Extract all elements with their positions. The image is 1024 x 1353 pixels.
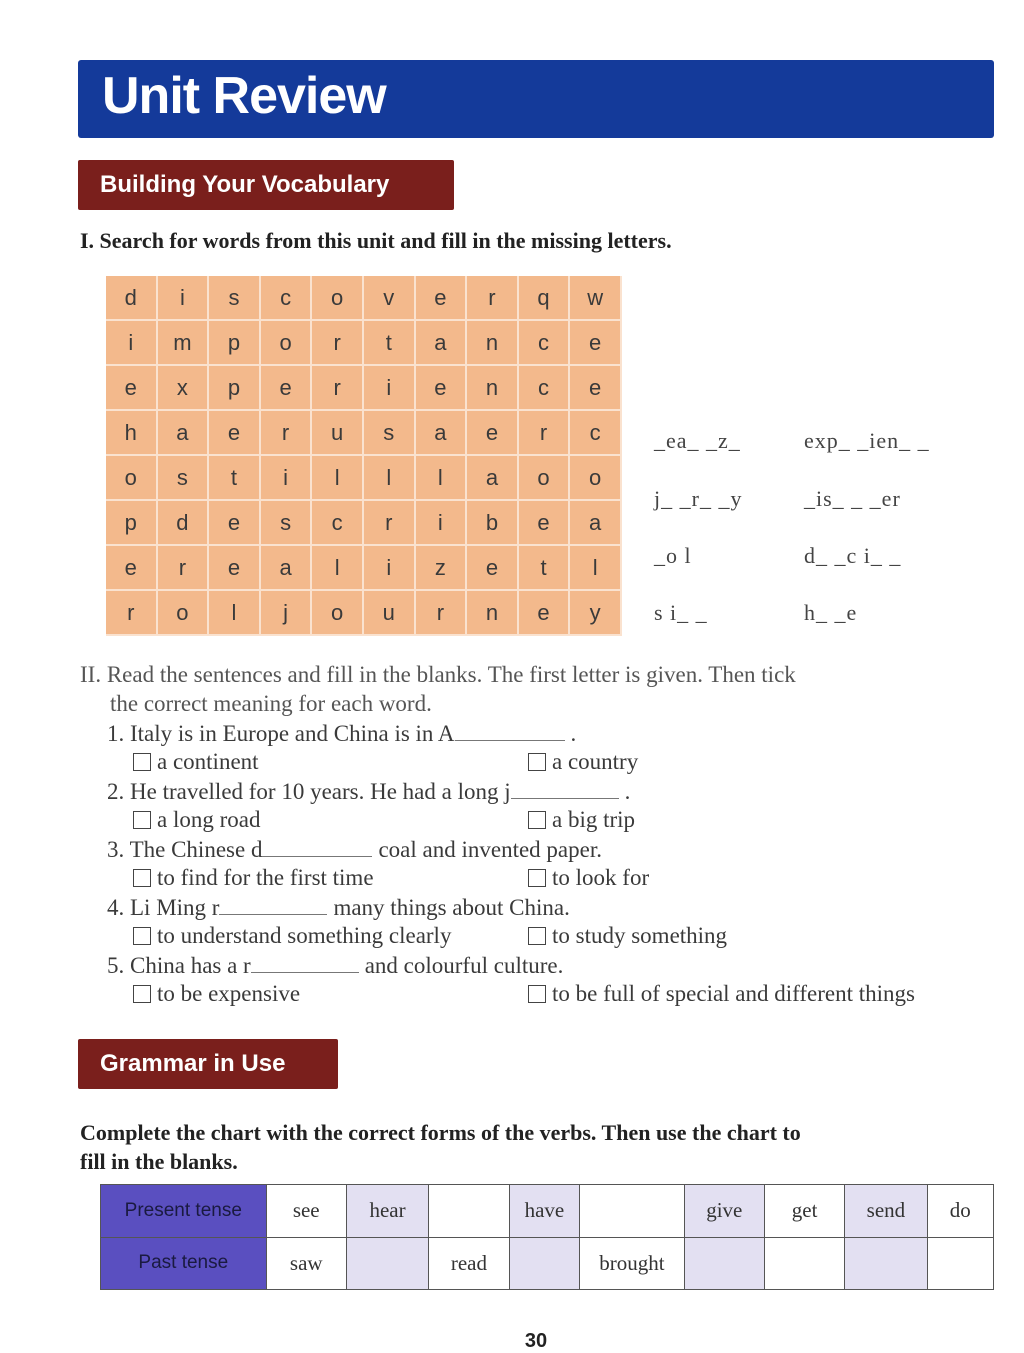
verb-cell: hear (346, 1185, 428, 1238)
grid-cell[interactable]: e (106, 546, 158, 591)
answer-blank[interactable] (511, 778, 619, 799)
grid-cell[interactable]: l (416, 456, 468, 501)
question-line (107, 952, 563, 979)
tick-checkbox[interactable] (133, 985, 151, 1003)
word-search-grid (106, 276, 622, 636)
grid-cell[interactable]: c (570, 411, 622, 456)
question-text-end: coal and invented paper. (378, 837, 602, 862)
grid-cell[interactable]: e (519, 501, 571, 546)
grid-cell[interactable]: n (467, 321, 519, 366)
grid-cell[interactable]: t (364, 321, 416, 366)
verb-cell-blank[interactable] (429, 1185, 509, 1238)
meaning-option (528, 923, 727, 949)
meaning-option (133, 923, 451, 949)
tick-checkbox[interactable] (133, 927, 151, 945)
grid-cell[interactable]: e (106, 366, 158, 411)
grid-cell[interactable]: c (261, 276, 313, 321)
verb-cell-blank[interactable] (346, 1237, 428, 1290)
option-label: a long road (157, 807, 261, 832)
grid-cell[interactable]: b (467, 501, 519, 546)
grid-cell[interactable]: m (158, 321, 210, 366)
meaning-option (528, 865, 649, 891)
option-label: to study something (552, 923, 728, 948)
grid-cell[interactable]: c (519, 366, 571, 411)
question-text: 1. Italy is in Europe and China is in A (107, 721, 455, 746)
grammar-instruction-1: Complete the chart with the correct forms of the verbs. Then use the chart to (80, 1120, 801, 1145)
meaning-option (133, 981, 300, 1007)
verb-cell: read (429, 1237, 509, 1290)
grid-cell[interactable]: l (364, 456, 416, 501)
verb-cell-blank[interactable] (764, 1237, 844, 1290)
meaning-option (528, 749, 638, 775)
section-tab-vocabulary: Building Your Vocabulary (78, 160, 454, 210)
tick-checkbox[interactable] (528, 927, 546, 945)
verb-chart (100, 1184, 994, 1290)
grid-cell[interactable]: j (261, 591, 313, 636)
grid-cell[interactable]: i (416, 501, 468, 546)
meaning-option (133, 807, 260, 833)
grid-cell[interactable]: t (519, 546, 571, 591)
grid-cell[interactable]: e (209, 501, 261, 546)
grid-cell[interactable]: y (570, 591, 622, 636)
grid-cell[interactable]: i (364, 546, 416, 591)
grid-cell[interactable]: a (416, 411, 468, 456)
grid-cell[interactable]: l (312, 456, 364, 501)
verb-cell: do (927, 1185, 993, 1238)
grid-cell[interactable]: r (312, 321, 364, 366)
grid-cell[interactable]: s (209, 276, 261, 321)
question-text-end: many things about China. (333, 895, 570, 920)
grid-cell[interactable]: e (519, 591, 571, 636)
verb-cell-blank[interactable] (580, 1185, 684, 1238)
grid-cell[interactable]: e (209, 411, 261, 456)
answer-blank[interactable] (219, 894, 327, 915)
page-title: Unit Review (102, 67, 386, 125)
grid-cell[interactable]: c (519, 321, 571, 366)
grid-cell[interactable]: e (570, 321, 622, 366)
tick-checkbox[interactable] (133, 869, 151, 887)
verb-cell-blank[interactable] (684, 1237, 764, 1290)
grid-cell[interactable]: e (209, 546, 261, 591)
grid-cell[interactable]: p (106, 501, 158, 546)
grid-cell[interactable]: a (570, 501, 622, 546)
question-line (107, 894, 570, 921)
grid-cell[interactable]: r (416, 591, 468, 636)
grid-cell[interactable]: z (416, 546, 468, 591)
grid-cell[interactable]: p (209, 366, 261, 411)
meaning-option (133, 749, 259, 775)
grid-cell[interactable]: r (467, 276, 519, 321)
grid-cell[interactable]: n (467, 591, 519, 636)
grid-cell[interactable]: t (209, 456, 261, 501)
grid-cell[interactable]: a (158, 411, 210, 456)
tick-checkbox[interactable] (528, 869, 546, 887)
question-text: 3. The Chinese d (107, 837, 263, 862)
verb-cell: give (684, 1185, 764, 1238)
grid-cell[interactable]: r (158, 546, 210, 591)
grid-cell[interactable]: l (570, 546, 622, 591)
verb-cell: have (509, 1185, 580, 1238)
grid-cell[interactable]: o (261, 321, 313, 366)
option-label: to be expensive (157, 981, 301, 1006)
verb-cell: see (266, 1185, 346, 1238)
tick-checkbox[interactable] (528, 753, 546, 771)
question-text-end: . (624, 779, 631, 804)
tick-checkbox[interactable] (528, 811, 546, 829)
tick-checkbox[interactable] (528, 985, 546, 1003)
question-line (107, 778, 630, 805)
grid-cell[interactable]: s (364, 411, 416, 456)
grid-cell[interactable]: o (312, 591, 364, 636)
grid-cell[interactable]: v (364, 276, 416, 321)
clue-text[interactable]: h_ _e (804, 600, 858, 625)
grid-cell[interactable]: r (261, 411, 313, 456)
past-tense-row (101, 1237, 994, 1290)
grid-cell[interactable]: o (519, 456, 571, 501)
answer-blank[interactable] (262, 836, 372, 857)
section-tab-grammar: Grammar in Use (78, 1039, 338, 1089)
question-line (107, 836, 602, 863)
option-label: a big trip (552, 807, 636, 832)
question-text-end: and colourful culture. (364, 953, 564, 978)
question-text: 2. He travelled for 10 years. He had a long j (107, 779, 511, 804)
meaning-option (528, 807, 635, 833)
grid-cell[interactable]: s (158, 456, 210, 501)
clue-text[interactable]: d_ _c i_ _ (804, 543, 902, 568)
answer-blank[interactable] (251, 952, 359, 973)
grid-cell[interactable]: x (158, 366, 210, 411)
option-label: to look for (552, 865, 650, 890)
meaning-option (528, 981, 915, 1007)
grid-cell[interactable]: w (570, 276, 622, 321)
present-tense-label: Present tense (101, 1185, 267, 1238)
grid-cell[interactable]: i (106, 321, 158, 366)
grid-cell[interactable]: r (519, 411, 571, 456)
grid-cell[interactable]: d (158, 501, 210, 546)
title-banner (78, 60, 994, 138)
grid-cell[interactable]: o (570, 456, 622, 501)
question-text: 4. Li Ming r (107, 895, 220, 920)
page-number: 30 (524, 1330, 548, 1352)
verb-cell-blank[interactable] (927, 1237, 993, 1290)
present-tense-row (101, 1185, 994, 1238)
option-label: a country (552, 749, 639, 774)
part-i-instruction: I. Search for words from this unit and fill in the missing letters. (80, 228, 672, 253)
grid-cell[interactable]: u (312, 411, 364, 456)
verb-cell: get (764, 1185, 844, 1238)
grid-cell[interactable]: r (312, 366, 364, 411)
verb-cell: send (845, 1185, 927, 1238)
meaning-option (133, 865, 374, 891)
grid-cell[interactable]: o (312, 276, 364, 321)
grid-cell[interactable]: u (364, 591, 416, 636)
grid-cell[interactable]: e (416, 276, 468, 321)
grid-cell[interactable]: r (364, 501, 416, 546)
grid-cell[interactable]: e (467, 411, 519, 456)
grid-cell[interactable]: i (364, 366, 416, 411)
verb-cell: brought (580, 1237, 684, 1290)
grid-cell[interactable]: d (106, 276, 158, 321)
option-label: a continent (157, 749, 259, 774)
clue-text[interactable]: j_ _r_ _y (654, 486, 743, 511)
grid-cell[interactable]: a (467, 456, 519, 501)
answer-blank[interactable] (455, 720, 565, 741)
verb-cell-blank[interactable] (509, 1237, 580, 1290)
part-ii-instruction-2: the correct meaning for each word. (110, 691, 432, 716)
grid-cell[interactable]: l (209, 591, 261, 636)
grid-cell[interactable]: q (519, 276, 571, 321)
grid-cell[interactable]: h (106, 411, 158, 456)
grid-cell[interactable]: e (416, 366, 468, 411)
question-text: 5. China has a r (107, 953, 251, 978)
grammar-instruction-2: fill in the blanks. (80, 1149, 238, 1174)
grid-cell[interactable]: o (106, 456, 158, 501)
tick-checkbox[interactable] (133, 753, 151, 771)
option-label: to understand something clearly (157, 923, 452, 948)
grid-cell[interactable]: l (312, 546, 364, 591)
option-label: to find for the first time (157, 865, 374, 890)
grid-cell[interactable]: a (416, 321, 468, 366)
grid-cell[interactable]: p (209, 321, 261, 366)
grid-cell[interactable]: e (261, 366, 313, 411)
question-line (107, 720, 576, 747)
grid-cell[interactable]: c (312, 501, 364, 546)
grid-cell[interactable]: o (158, 591, 210, 636)
question-text-end: . (570, 721, 577, 746)
option-label: to be full of special and different things (552, 981, 916, 1006)
grid-cell[interactable]: i (261, 456, 313, 501)
clue-text[interactable]: exp_ _ien_ _ (804, 428, 930, 453)
grid-cell[interactable]: s (261, 501, 313, 546)
verb-cell-blank[interactable] (845, 1237, 927, 1290)
clue-text[interactable]: s i_ _ (654, 600, 708, 625)
grid-cell[interactable]: r (106, 591, 158, 636)
tick-checkbox[interactable] (133, 811, 151, 829)
grid-cell[interactable]: n (467, 366, 519, 411)
grid-cell[interactable]: e (467, 546, 519, 591)
past-tense-label: Past tense (101, 1237, 267, 1290)
clue-text[interactable]: _o l (654, 543, 692, 568)
grid-cell[interactable]: a (261, 546, 313, 591)
grid-cell[interactable]: i (158, 276, 210, 321)
part-ii-instruction-1: II. Read the sentences and fill in the blanks. The first letter is given. Then tick (80, 662, 796, 687)
clue-text[interactable]: _is_ _ _er (804, 486, 901, 511)
grid-cell[interactable]: e (570, 366, 622, 411)
clue-text[interactable]: _ea_ _z_ (654, 428, 741, 453)
verb-cell: saw (266, 1237, 346, 1290)
